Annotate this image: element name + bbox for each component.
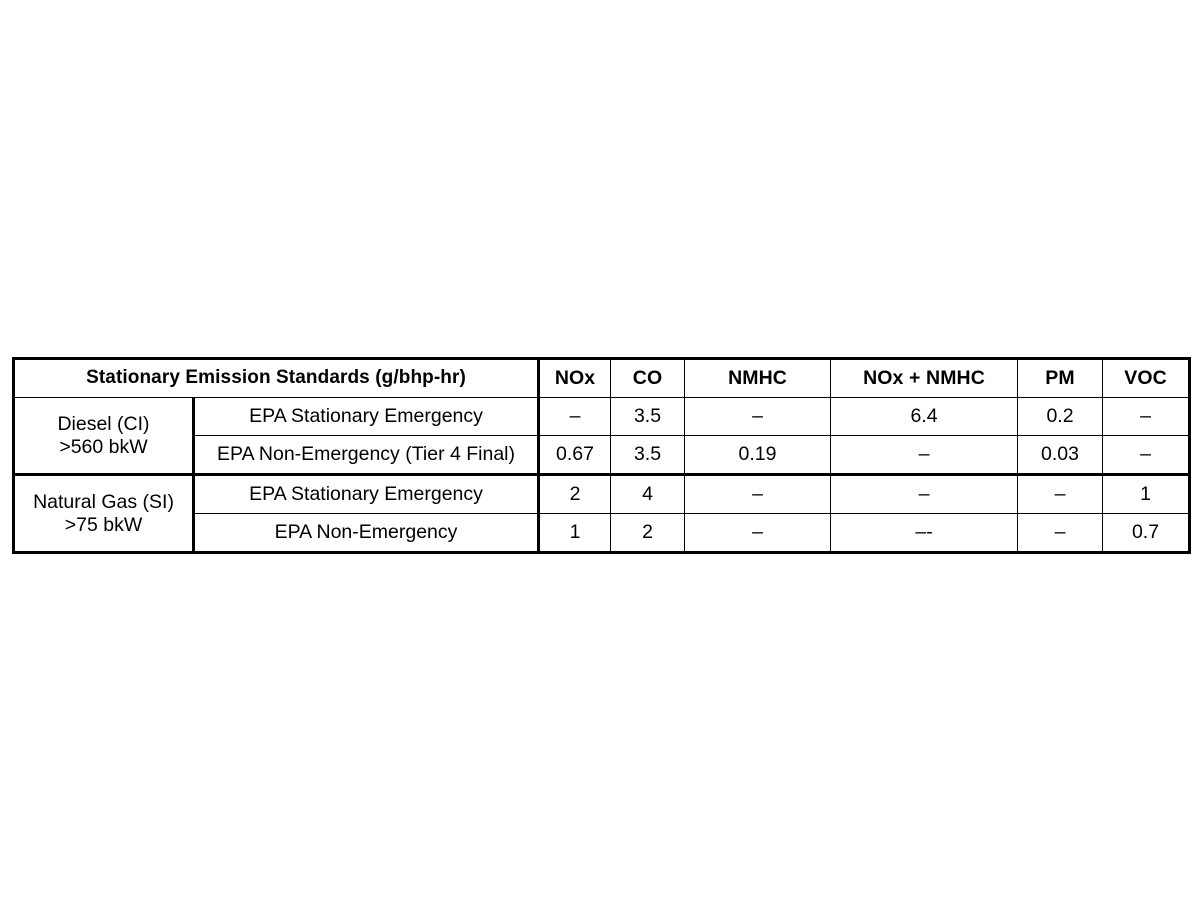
cell-voc: 0.7 (1103, 514, 1190, 553)
cell-nmhc: – (685, 475, 831, 514)
column-header-pm: PM (1018, 359, 1103, 398)
cell-voc: 1 (1103, 475, 1190, 514)
row-group-label-line1: Natural Gas (SI) (33, 490, 174, 513)
table-header-row (14, 359, 1190, 398)
cell-pm: – (1018, 475, 1103, 514)
column-header-nmhc: NMHC (685, 359, 831, 398)
standard-name: EPA Stationary Emergency (194, 475, 539, 514)
cell-nox-plus-nmhc: 6.4 (831, 398, 1018, 436)
cell-nox: 2 (539, 475, 611, 514)
cell-voc: – (1103, 398, 1190, 436)
table-body (14, 398, 1190, 553)
cell-co: 4 (611, 475, 685, 514)
cell-nox: 0.67 (539, 436, 611, 475)
cell-nmhc: – (685, 398, 831, 436)
cell-nmhc: – (685, 514, 831, 553)
row-group-label-natural-gas (14, 475, 194, 553)
cell-pm: – (1018, 514, 1103, 553)
table-row (14, 398, 1190, 436)
cell-co: 3.5 (611, 398, 685, 436)
cell-nmhc: 0.19 (685, 436, 831, 475)
cell-nox-plus-nmhc: – (831, 436, 1018, 475)
cell-pm: 0.03 (1018, 436, 1103, 475)
row-group-label-line2: >560 bkW (59, 435, 148, 458)
column-header-nox: NOx (539, 359, 611, 398)
row-group-label-line2: >75 bkW (64, 513, 143, 536)
standard-name: EPA Non-Emergency (Tier 4 Final) (194, 436, 539, 475)
column-header-co: CO (611, 359, 685, 398)
cell-co: 2 (611, 514, 685, 553)
column-header-voc: VOC (1103, 359, 1190, 398)
cell-voc: – (1103, 436, 1190, 475)
emission-standards-table-container (12, 357, 1188, 554)
cell-nox: – (539, 398, 611, 436)
column-header-nox-plus-nmhc: NOx + NMHC (831, 359, 1018, 398)
cell-co: 3.5 (611, 436, 685, 475)
cell-nox-plus-nmhc: –- (831, 514, 1018, 553)
cell-nox-plus-nmhc: – (831, 475, 1018, 514)
cell-nox: 1 (539, 514, 611, 553)
standard-name: EPA Non-Emergency (194, 514, 539, 553)
emission-standards-table (12, 357, 1191, 554)
cell-pm: 0.2 (1018, 398, 1103, 436)
standard-name: EPA Stationary Emergency (194, 398, 539, 436)
row-group-label-line1: Diesel (CI) (57, 412, 150, 435)
table-title: Stationary Emission Standards (g/bhp-hr) (14, 359, 539, 398)
row-group-label-diesel (14, 398, 194, 475)
table-row (14, 475, 1190, 514)
table-header (14, 359, 1190, 398)
